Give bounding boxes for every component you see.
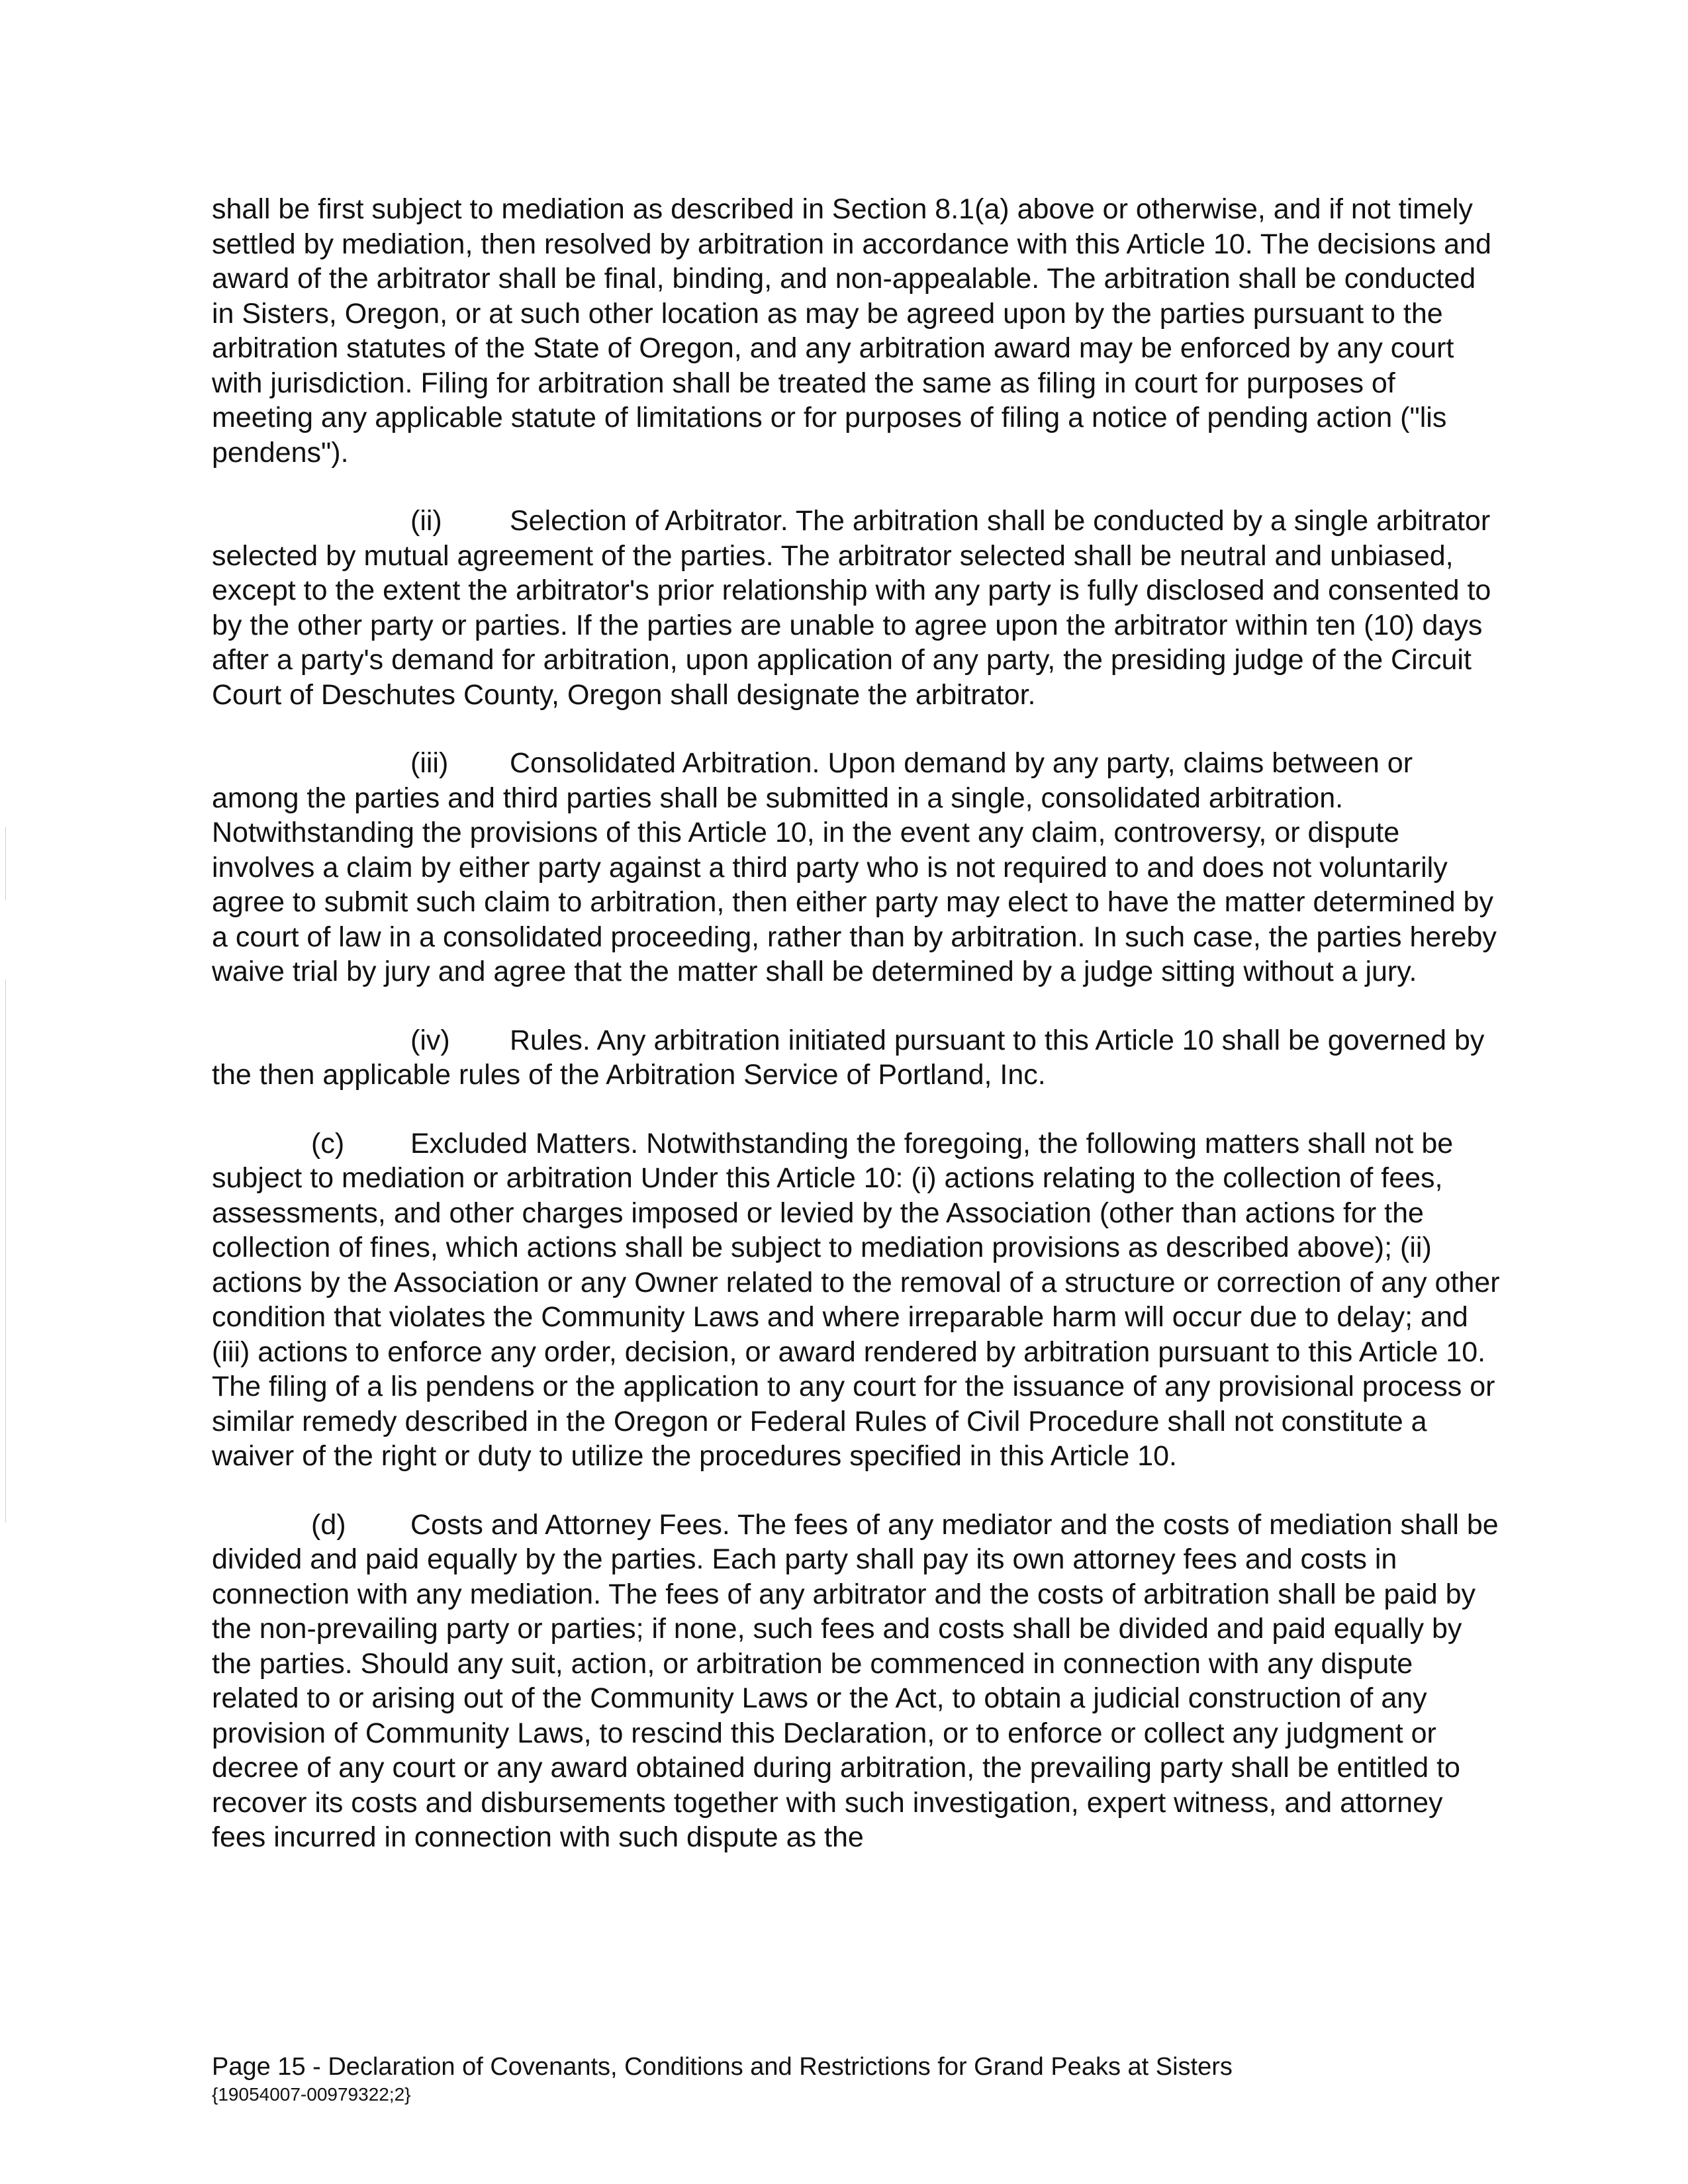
subsection-text: Consolidated Arbitration. Upon demand by any party, claims between or among the parties and third parties shall be submitted in a single, consolidated arbitration. Notwithstanding the provisions of this Article 10, in the event any claim, controversy, or dispute involves a claim by either party against a third party who is not required to and does not voluntarily agree to submit such claim to arbitration, then either party may elect to have the matter determined by a court of law in a consolidated proceeding, rather than by arbitration. In such case, the parties hereby waive trial by jury and agree that the matter shall be determined by a judge sitting without a jury. (212, 747, 1497, 987)
subsection-text: Selection of Arbitrator. The arbitration shall be conducted by a single arbitrator selected by mutual agreement of the parties. The arbitrator selected shall be neutral and unbiased, except to the extent the arbitrator's prior relationship with any party is fully disclosed and consented to by the other party or parties. If the parties are unable to agree upon the arbitrator within ten (10) days after a party's demand for arbitration, upon application of any party, the presiding judge of the Circuit Court of Deschutes County, Oregon shall designate the arbitrator. (212, 505, 1491, 711)
footer-page-line: Page 15 - Declaration of Covenants, Conditions and Restrictions for Grand Peaks at Sisters (212, 2053, 1233, 2081)
subsection-number: (iii) (410, 747, 449, 779)
section-d (212, 1508, 1503, 1855)
section-number: (d) (311, 1508, 346, 1541)
scan-margin-mark (5, 979, 6, 1522)
document-body (212, 192, 1503, 1855)
footer-doc-id: {19054007-00979322;2} (212, 2084, 411, 2105)
scan-margin-mark (5, 827, 6, 900)
subsection-ii (212, 504, 1503, 712)
section-number: (c) (311, 1127, 345, 1160)
continuation-paragraph: shall be first subject to mediation as described in Section 8.1(a) above or otherwise, and if not timely settled by mediation, then resolved by arbitration in accordance with this Article 10. The decisions and award of the arbitrator shall be final, binding, and non-appealable. The arbitration shall be conducted in Sisters, Oregon, or at such other location as may be agreed upon by the parties pursuant to the arbitration statutes of the State of Oregon, and any arbitration award may be enforced by any court with jurisdiction. Filing for arbitration shall be treated the same as filing in court for purposes of meeting any applicable statute of limitations or for purposes of filing a notice of pending action ("lis pendens"). (212, 193, 1491, 469)
section-text: Costs and Attorney Fees. The fees of any mediator and the costs of mediation shall be divided and paid equally by the parties. Each party shall pay its own attorney fees and costs in connection with any mediation. The fees of any arbitrator and the costs of arbitration shall be paid by the non-prevailing party or parties; if none, such fees and costs shall be divided and paid equally by the parties. Should any suit, action, or arbitration be commenced in connection with any dispute related to or arising out of the Community Laws or the Act, to obtain a judicial construction of any provision of Community Laws, to rescind this Declaration, or to enforce or collect any judgment or decree of any court or any award obtained during arbitration, the prevailing party shall be entitled to recover its costs and disbursements together with such investigation, expert witness, and attorney fees incurred in connection with such dispute as the (212, 1508, 1499, 1853)
subsection-iv (212, 1023, 1503, 1093)
subsection-number: (iv) (410, 1024, 450, 1056)
section-text: Excluded Matters. Notwithstanding the foregoing, the following matters shall not be subject to mediation or arbitration Under this Article 10: (i) actions relating to the collection of fees, assessments, and other charges imposed or levied by the Association (other than actions for the collection of fines, which actions shall be subject to mediation provisions as described above); (ii) actions by the Association or any Owner related to the removal of a structure or correction of any other condition that violates the Community Laws and where irreparable harm will occur due to delay; and (iii) actions to enforce any order, decision, or award rendered by arbitration pursuant to this Article 10. The filing of a lis pendens or the application to any court for the issuance of any provisional process or similar remedy described in the Oregon or Federal Rules of Civil Procedure shall not constitute a waiver of the right or duty to utilize the procedures specified in this Article 10. (212, 1127, 1500, 1472)
section-c (212, 1126, 1503, 1474)
page-footer (212, 2052, 1503, 2106)
subsection-text: Rules. Any arbitration initiated pursuant to this Article 10 shall be governed by the then applicable rules of the Arbitration Service of Portland, Inc. (212, 1024, 1485, 1091)
subsection-number: (ii) (410, 505, 442, 537)
subsection-iii (212, 746, 1503, 989)
